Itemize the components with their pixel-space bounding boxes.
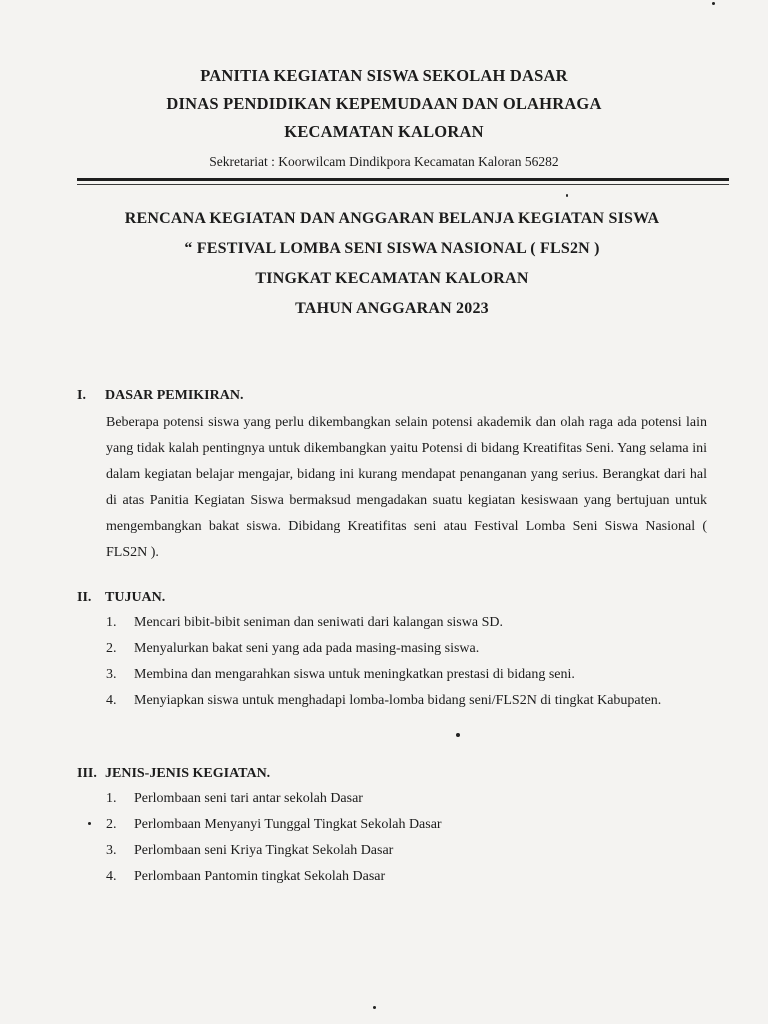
list-item	[106, 662, 707, 688]
letterhead-district: KECAMATAN KALORAN	[284, 122, 484, 141]
letterhead-divider-thin	[77, 184, 729, 185]
title-line-1: RENCANA KEGIATAN DAN ANGGARAN BELANJA KEGIATAN SISWA	[124, 210, 660, 227]
list-item-text: Perlombaan seni tari antar sekolah Dasar	[134, 791, 363, 806]
scan-speck	[88, 822, 91, 825]
section-title: JENIS-JENIS KEGIATAN.	[105, 766, 271, 781]
list-item-text: Perlombaan seni Kriya Tingkat Sekolah Dasar	[134, 843, 394, 858]
list-item	[106, 838, 707, 864]
list-item	[106, 636, 707, 662]
title-line-4: TAHUN ANGGARAN 2023	[295, 300, 489, 317]
document-title	[0, 204, 768, 324]
section-number: I.	[77, 388, 86, 403]
list-item	[106, 812, 707, 838]
scan-speck	[456, 733, 460, 737]
section-title: DASAR PEMIKIRAN.	[105, 388, 244, 403]
list-item-text: Membina dan mengarahkan siswa untuk meningkatkan prestasi di bidang seni.	[134, 667, 575, 682]
section-title: TUJUAN.	[105, 590, 166, 605]
list-item-number: 3.	[106, 667, 117, 682]
section-heading	[77, 764, 270, 784]
section-paragraph: Beberapa potensi siswa yang perlu dikembangkan selain potensi akademik dan olah raga ada potensi lain yang tidak kalah pentingnya untuk dikembangkan yaitu Potensi di bidang Kreatifitas Seni. Yang selama ini dalam kegiatan belajar mengajar, bidang ini kurang mendapat penanganan yang serius. Berangkat dari hal di atas Panitia Kegiatan Siswa bermaksud mengadakan suatu kegiatan kesiswaan yang bertujuan untuk mengembangkan bakat siswa. Dibidang Kreatifitas seni atau Festival Lomba Seni Siswa Nasional ( FLS2N ).	[106, 415, 707, 560]
list-item-number: 3.	[106, 843, 117, 858]
scan-speck	[712, 2, 715, 5]
section-heading	[77, 588, 165, 608]
list-item-text: Perlombaan Menyanyi Tunggal Tingkat Sekolah Dasar	[134, 817, 442, 832]
scan-speck	[566, 194, 568, 197]
list-item-number: 4.	[106, 869, 117, 884]
list-item-number: 1.	[106, 615, 117, 630]
letterhead	[0, 62, 768, 174]
list-item-number: 2.	[106, 817, 117, 832]
activities-list	[106, 786, 707, 890]
section-number: II.	[77, 590, 92, 605]
letterhead-divider-thick	[77, 178, 729, 181]
scan-speck	[373, 1006, 376, 1009]
list-item-text: Menyiapkan siswa untuk menghadapi lomba-lomba bidang seni/FLS2N di tingkat Kabupaten.	[134, 693, 662, 708]
letterhead-committee: PANITIA KEGIATAN SISWA SEKOLAH DASAR	[200, 66, 568, 85]
goals-list	[106, 610, 707, 714]
list-item-text: Mencari bibit-bibit seniman dan seniwati dari kalangan siswa SD.	[134, 615, 503, 630]
list-item	[106, 864, 707, 890]
title-line-3: TINGKAT KECAMATAN KALORAN	[255, 270, 529, 287]
list-item	[106, 786, 707, 812]
list-item-number: 4.	[106, 693, 117, 708]
section-heading	[77, 386, 243, 406]
list-item	[106, 688, 707, 714]
list-item-number: 1.	[106, 791, 117, 806]
letterhead-address: Sekretariat : Koorwilcam Dindikpora Kecamatan Kaloran 56282	[209, 154, 559, 169]
title-line-2: “ FESTIVAL LOMBA SENI SISWA NASIONAL ( FLS2N )	[184, 240, 600, 257]
letterhead-department: DINAS PENDIDIKAN KEPEMUDAAN DAN OLAHRAGA	[166, 94, 602, 113]
list-item	[106, 610, 707, 636]
list-item-number: 2.	[106, 641, 117, 656]
section-number: III.	[77, 766, 97, 781]
list-item-text: Perlombaan Pantomin tingkat Sekolah Dasar	[134, 869, 386, 884]
list-item-text: Menyalurkan bakat seni yang ada pada masing-masing siswa.	[134, 641, 480, 656]
